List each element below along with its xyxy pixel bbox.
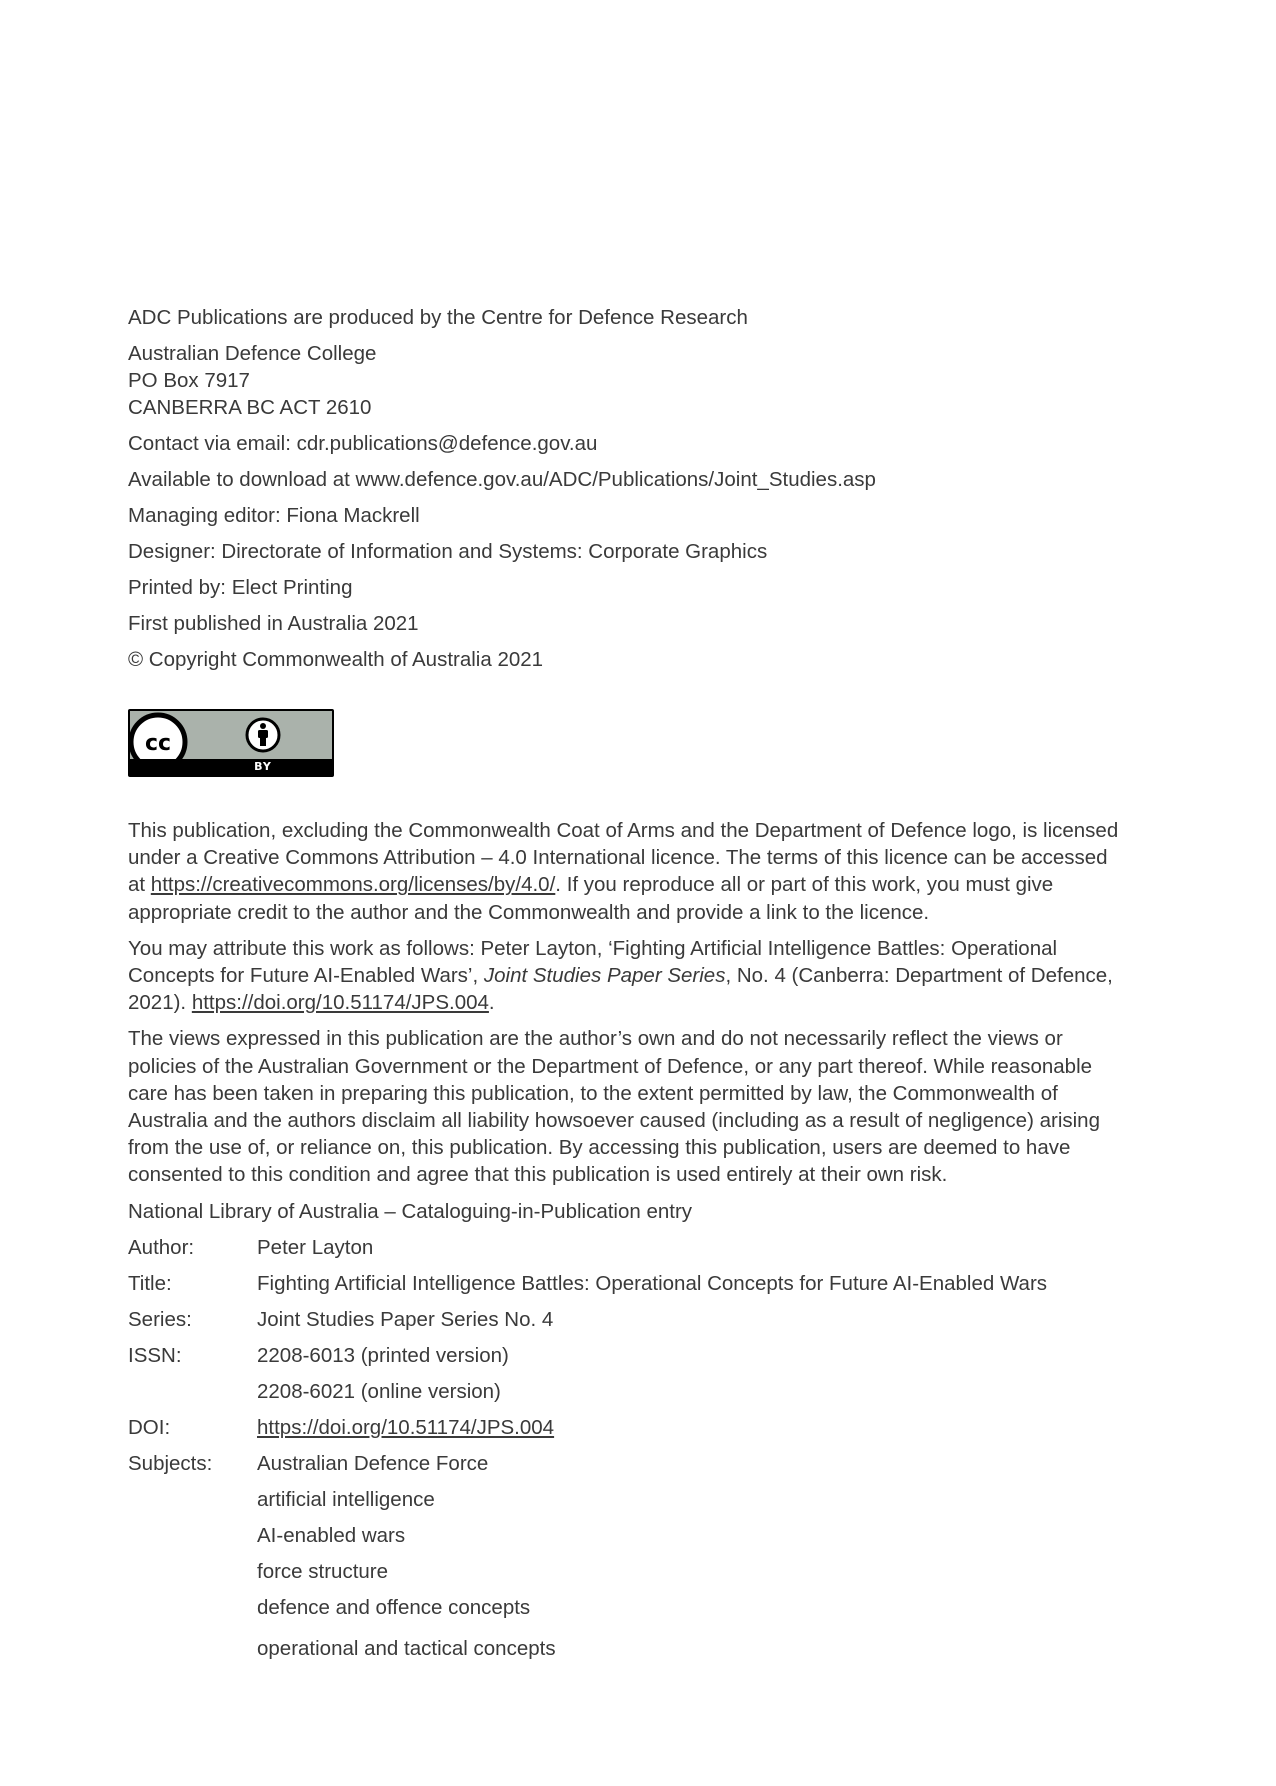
address-line-2: PO Box 7917 — [128, 369, 250, 392]
address-line-3: CANBERRA BC ACT 2610 — [128, 396, 372, 419]
cip-row-author — [128, 1234, 1128, 1261]
editor-line: Managing editor: Fiona Mackrell — [128, 504, 420, 527]
cip-subject: force structure — [257, 1559, 389, 1583]
cip-subject: AI-enabled wars — [257, 1523, 406, 1547]
cip-row-series — [128, 1306, 1128, 1333]
cip-label-empty — [128, 1594, 257, 1621]
cc-by-licence-badge — [128, 709, 334, 777]
cip-label-empty — [128, 1558, 257, 1585]
badge-by-label: BY — [254, 760, 272, 773]
cip-label: DOI: — [128, 1415, 171, 1439]
cip-label: ISSN: — [128, 1343, 182, 1367]
cip-series: Joint Studies Paper Series No. 4 — [257, 1307, 554, 1331]
attribution-text-a: You may attribute this work as follows: Peter Layton, ‘Fighting Artificial Intelligence Battles: Operational Concepts for Future AI-Enabled Wars’, — [128, 936, 1058, 988]
legal-block — [128, 817, 1128, 1225]
cip-label-empty — [128, 1522, 257, 1549]
cip-row-subject — [128, 1522, 1128, 1549]
cip-subject: operational and tactical concepts — [257, 1636, 556, 1660]
designer-line: Designer: Directorate of Information and Systems: Corporate Graphics — [128, 540, 768, 563]
badge-strip — [130, 759, 332, 775]
cip-label: Title: — [128, 1271, 172, 1295]
download-line: Available to download at www.defence.gov.au/ADC/Publications/Joint_Studies.asp — [128, 468, 876, 491]
imprint-page — [128, 304, 1128, 1662]
cip-issn-online: 2208-6021 (online version) — [257, 1379, 501, 1403]
cip-entry — [128, 1234, 1128, 1662]
cip-row-subject — [128, 1486, 1128, 1513]
attribution-person-icon — [243, 715, 283, 755]
disclaimer-paragraph: The views expressed in this publication are the author’s own and do not necessarily reflect the views or policies of the Australian Government or the Department of Defence, or any part thereof. While reasonable care has been taken in preparing this publication, to the extent permitted by law, the Commonwealth of Australia and the authors disclaim all liability howsoever caused (including as a result of negligence) arising from the use of, or reliance on, this publication. By accessing this publication, users are deemed to have consented to this condition and agree that this publication is used entirely at their own risk. — [128, 1027, 1100, 1187]
cip-label: Author: — [128, 1235, 195, 1259]
cip-row-subjects — [128, 1450, 1128, 1477]
svg-text:cc: cc — [144, 731, 172, 756]
cip-subject: artificial intelligence — [257, 1487, 435, 1511]
cip-doi-link[interactable]: https://doi.org/10.51174/JPS.004 — [257, 1415, 555, 1439]
producer-line: ADC Publications are produced by the Centre for Defence Research — [128, 306, 748, 329]
cip-label-empty — [128, 1635, 257, 1662]
cip-row-doi — [128, 1414, 1128, 1441]
licence-text-b: . If you reproduce all or part of this work, you must give appropriate credit to the author and the Commonwealth and provide a link to the licence. — [128, 873, 1054, 924]
address-block — [128, 340, 1128, 421]
cip-label-empty — [128, 1486, 257, 1513]
cip-author: Peter Layton — [257, 1235, 374, 1259]
first-published-line: First published in Australia 2021 — [128, 612, 419, 635]
cip-subject: defence and offence concepts — [257, 1595, 531, 1619]
cip-label: Subjects: — [128, 1451, 213, 1475]
cip-row-subject — [128, 1558, 1128, 1585]
attribution-text-b: , No. 4 (Canberra: Department of Defence, 2021). — [128, 964, 1113, 1015]
attribution-series: Joint Studies Paper Series — [483, 964, 726, 988]
cip-row-issn — [128, 1342, 1128, 1369]
cip-issn-print: 2208-6013 (printed version) — [257, 1343, 509, 1367]
licence-link[interactable]: https://creativecommons.org/licenses/by/4.0/ — [150, 873, 556, 897]
cip-title: Fighting Artificial Intelligence Battles: Operational Concepts for Future AI-Enabled Wars — [257, 1271, 1048, 1295]
attribution-text-c: . — [488, 991, 495, 1015]
cip-row-issn-online — [128, 1378, 1128, 1405]
cip-label-empty — [128, 1378, 257, 1405]
printer-line: Printed by: Elect Printing — [128, 576, 353, 599]
cip-heading: National Library of Australia – Cataloguing-in-Publication entry — [128, 1199, 693, 1223]
cip-row-subject — [128, 1594, 1128, 1621]
cip-row-subject — [128, 1635, 1128, 1662]
address-line-1: Australian Defence College — [128, 342, 377, 365]
copyright-line: © Copyright Commonwealth of Australia 2021 — [128, 648, 544, 671]
cip-row-title — [128, 1270, 1128, 1297]
attribution-paragraph — [128, 935, 1128, 1017]
cip-subject: Australian Defence Force — [257, 1451, 489, 1475]
licence-text-a: This publication, excluding the Commonwealth Coat of Arms and the Department of Defence logo, is licensed under a Creative Commons Attribution – 4.0 International licence. The terms of this licence can be accessed at — [128, 819, 1119, 897]
cip-label: Series: — [128, 1307, 192, 1331]
attribution-doi-link[interactable]: https://doi.org/10.51174/JPS.004 — [191, 991, 489, 1015]
licence-paragraph — [128, 817, 1128, 926]
contact-line: Contact via email: cdr.publications@defence.gov.au — [128, 432, 598, 455]
